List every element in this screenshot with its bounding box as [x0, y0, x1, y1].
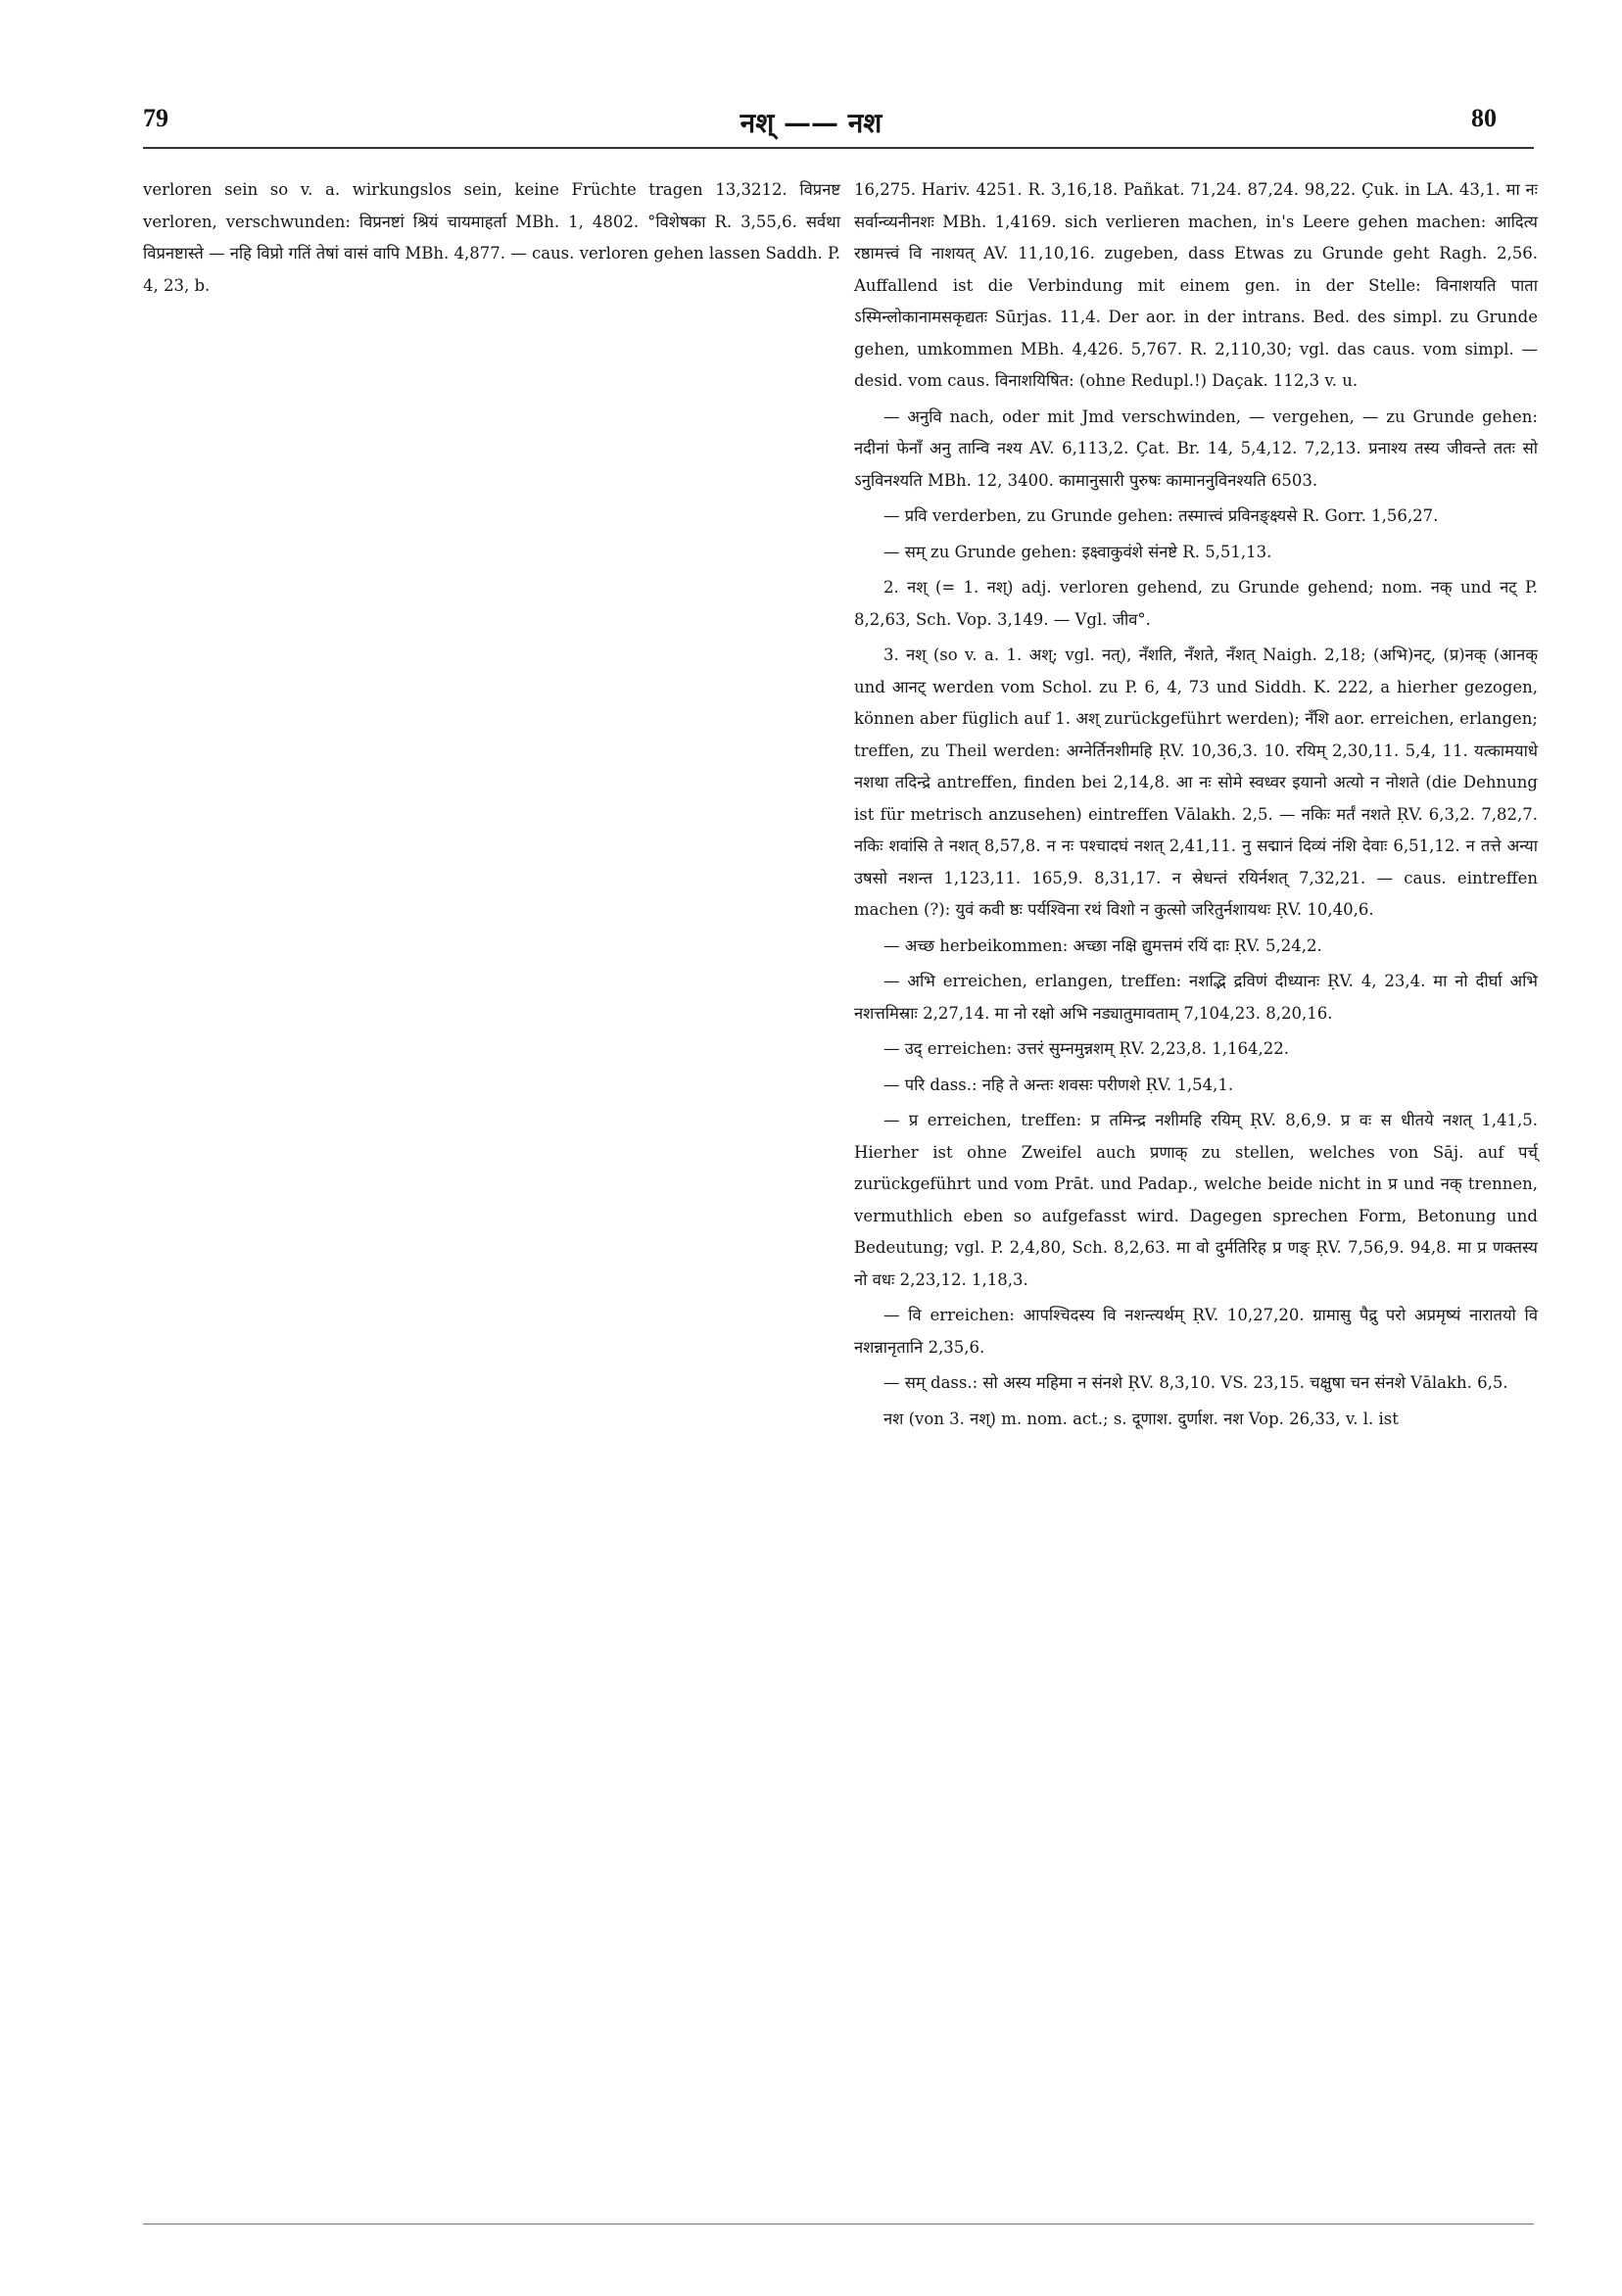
entry-paragraph: — सम् zu Grunde gehen: इक्ष्वाकुवंशे संनष्टे R. 5,51,13. — [883, 542, 1272, 561]
entry-paragraph: 3. नश् (so v. a. 1. अश्; vgl. नत्), नँशति, नँशते, नँशत् Naigh. 2,18; (अभि)नट्, (प्र)नक् (आनक् und आनट् werden vom Schol. zu P. 6, 4, 73 und Siddh. K. 222, a hierher gezogen, können aber füglich auf 1. अश् zurückgeführt werden); नँशि aor. erreichen, erlangen; treffen, zu Theil werden: अग्नेर्तिनशीमहि ṚV. 10,36,3. 10. रयिम् 2,30,11. 5,4, 11. यत्कामयाधे नशथा तदिन्द्रे antreffen, finden bei 2,14,8. आ नः सोमे स्वध्वर इयानो अत्यो न नोशते (die Dehnung ist für metrisch anzusehen) eintreffen Vālakh. 2,5. — नकिः मर्तं नशते ṚV. 6,3,2. 7,82,7. नकिः शवांसि ते नशत् 8,57,8. न नः पश्चादघं नशत् 2,41,11. नु सद्मानं दिव्यं नंशि देवाः 6,51,12. न तत्ते अन्या उषसो नशन्त 1,123,11. 165,9. 8,31,17. न स्रेधन्तं रयिर्नशत् 7,32,21. — caus. eintreffen machen (?): युवं कवी ष्ठः पर्यश्विना रथं विशो न कुत्सो जरितुर्नशायथः ṚV. 10,40,6. — [854, 646, 1538, 919]
entry-paragraph: — परि dass.: नहि ते अन्तः शवसः परीणशे ṚV. 1,54,1. — [883, 1075, 1234, 1094]
running-head: नश् —— नश — [739, 107, 883, 139]
entry-paragraph: — प्र erreichen, treffen: प्र तमिन्द्र नशीमहि रयिम् ṚV. 8,6,9. प्र वः स धीतये नशत् 1,41,5. Hierher ist ohne Zweifel auch प्रणाक् zu stellen, welches von Sāj. auf पर्च् zurückgeführt und vom Prāt. und Padap., welche beide nicht in प्र und नक् trennen, vermuthlich eben so aufgefasst wird. Dagegen sprechen Form, Betonung und Bedeutung; vgl. P. 2,4,80, Sch. 8,2,63. मा वो दुर्मतिरिह प्र णङ् ṚV. 7,56,9. 94,8. मा प्र णक्तस्य नो वधः 2,23,12. 1,18,3. — [854, 1111, 1538, 1289]
entry-paragraph: — उद् erreichen: उत्तरं सुम्नमुन्नशम् ṚV. 2,23,8. 1,164,22. — [883, 1039, 1289, 1058]
entry-paragraph: — अभि erreichen, erlangen, treffen: नशद्भि द्रविणं दीध्यानः ṚV. 4, 23,4. मा नो दीर्घा अभि नशत्तमिस्राः 2,27,14. मा नो रक्षो अभि नड्यातुमावताम् 7,104,23. 8,20,16. — [854, 972, 1538, 1023]
entry-paragraph: — प्रवि verderben, zu Grunde gehen: तस्मात्त्वं प्रविनङ्क्ष्यसे R. Gorr. 1,56,27. — [883, 506, 1439, 525]
entry-paragraph: — वि erreichen: आपश्चिदस्य वि नशन्त्यर्थम् ṚV. 10,27,20. ग्रामासु पैद्रु परो अप्रमृष्यं नारातयो वि नशन्नानृतानि 2,35,6. — [854, 1306, 1538, 1357]
page-number-right: 80 — [1471, 104, 1497, 132]
entry-paragraph: 2. नश् (= 1. नश्) adj. verloren gehend, zu Grunde gehend; nom. नक् und नट् P. 8,2,63, Sch. Vop. 3,149. — Vgl. जीव°. — [854, 578, 1538, 629]
entry-paragraph: verloren sein so v. a. wirkungslos sein, keine Früchte tragen 13,3212. विप्रनष्ट verloren, verschwunden: विप्रनष्टां श्रियं चायमाहर्ता MBh. 1, 4802. °विशेषका R. 3,55,6. सर्वथा विप्रनष्टास्ते — नहि विप्रो गतिं तेषां वासं वापि MBh. 4,877. — caus. verloren gehen lassen Saddh. P. 4, 23, b. — [143, 180, 841, 295]
entry-paragraph: — अनुवि nach, oder mit Jmd verschwinden, — vergehen, — zu Grunde gehen: नदीनां फेनाँ अनु तान्वि नश्य AV. 6,113,2. Çat. Br. 14, 5,4,12. 7,2,13. प्रनाश्य तस्य जीवन्ते ततः सो ऽनुविनश्यति MBh. 12, 3400. कामानुसारी पुरुषः कामाननुविनश्यति 6503. — [854, 407, 1538, 490]
right-column — [854, 174, 1538, 1439]
entry-paragraph: — सम् dass.: सो अस्य महिमा न संनशे ṚV. 8,3,10. VS. 23,15. चक्षुषा चन संनशे Vālakh. 6,5. — [883, 1373, 1508, 1392]
header-rule — [143, 147, 1534, 149]
left-column — [143, 174, 840, 306]
page-number-left: 79 — [143, 104, 168, 132]
entry-paragraph: — अच्छ herbeikommen: अच्छा नक्षि द्युमत्तमं रयिं दाः ṚV. 5,24,2. — [883, 935, 1322, 955]
entry-paragraph: 16,275. Hariv. 4251. R. 3,16,18. Pañkat. 71,24. 87,24. 98,22. Çuk. in LA. 43,1. मा नः सर्वान्व्यनीनशः MBh. 1,4169. sich verlieren machen, in's Leere gehen machen: आदित्य रष्ठामत्त्वं वि नाशयत् AV. 11,10,16. zugeben, dass Etwas zu Grunde geht Ragh. 2,56. Auffallend ist die Verbindung mit einem gen. in der Stelle: विनाशयति पाता ऽस्मिन्लोकानामसकृद्यतः Sūrjas. 11,4. Der aor. in der intrans. Bed. des simpl. zu Grunde gehen, umkommen MBh. 4,426. 5,767. R. 2,110,30; vgl. das caus. vom simpl. — desid. vom caus. विनाशयिषित: (ohne Redupl.!) Daçak. 112,3 v. u. — [854, 180, 1538, 390]
entry-paragraph: नश (von 3. नश्) m. nom. act.; s. दूणाश. दुर्णाश. नश Vop. 26,33, v. l. ist — [883, 1409, 1399, 1428]
